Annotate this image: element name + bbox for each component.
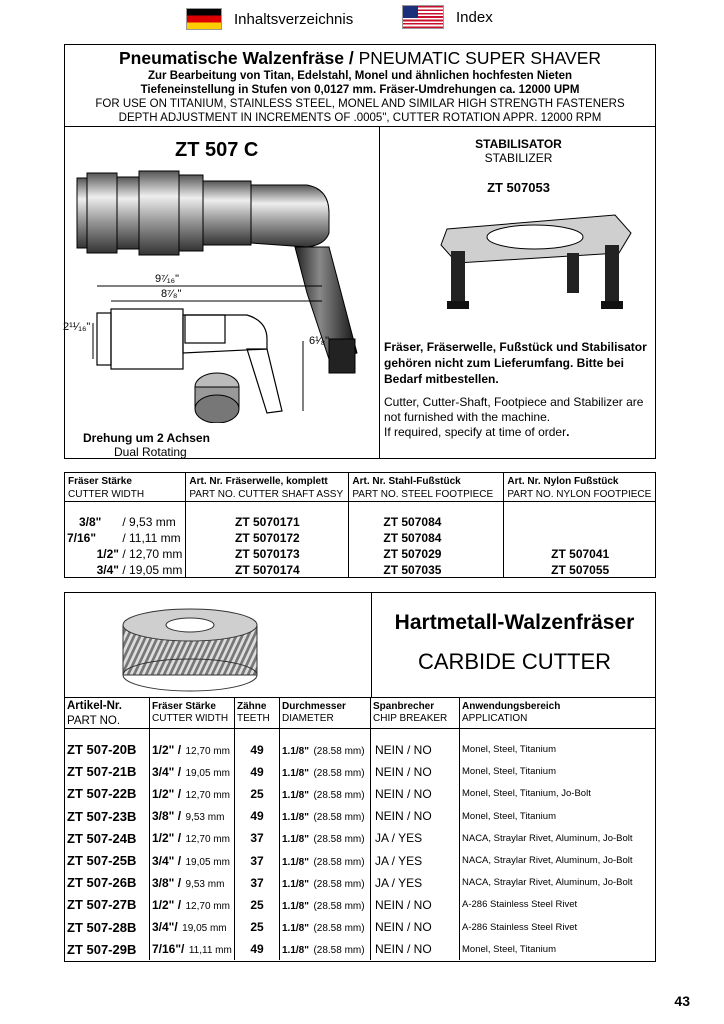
chip-breaker: NEIN / NO bbox=[371, 761, 460, 783]
header-application: Anwendungsbereich APPLICATION bbox=[460, 698, 657, 729]
carbide-cutter-illustration bbox=[115, 603, 265, 695]
table-row: 1/2" / 12,70 mm ZT 5070173 ZT 507029 ZT 507041 bbox=[65, 546, 656, 562]
header-shaft: Art. Nr. Fräserwelle, komplett PART NO. CUTTER SHAFT ASSY bbox=[186, 473, 349, 502]
toc-label: Inhaltsverzeichnis bbox=[234, 10, 354, 28]
stabilizer-part-number: ZT 507053 bbox=[487, 180, 550, 195]
stabilizer-title-en: STABILIZER bbox=[484, 151, 553, 165]
teeth: 49 bbox=[235, 761, 280, 783]
diameter: 1.1/8" (28.58 mm) bbox=[280, 916, 371, 938]
part-number: ZT 507-29B bbox=[67, 941, 137, 957]
title-de: Pneumatische Walzenfräse bbox=[118, 48, 344, 68]
cutter-width: 7/16"/ 11,11 mm bbox=[150, 938, 235, 960]
table-row: 3/4" / 19,05 mm ZT 5070174 ZT 507035 ZT 507055 bbox=[65, 562, 656, 578]
cutter-width: 3/8" / 9,53 mm bbox=[150, 805, 235, 827]
teeth: 49 bbox=[235, 739, 280, 761]
carbide-table-header bbox=[65, 698, 656, 729]
diameter: 1.1/8" (28.58 mm) bbox=[280, 827, 371, 849]
header-nylon: Art. Nr. Nylon Fußstück PART NO. NYLON FOOTPIECE bbox=[504, 473, 656, 502]
header-part-no: Artikel-Nr. PART NO. bbox=[67, 700, 122, 727]
title-sep: / bbox=[343, 48, 359, 68]
part-number: ZT 507-21B bbox=[67, 764, 137, 780]
diameter: 1.1/8" (28.58 mm) bbox=[280, 849, 371, 871]
chip-breaker: NEIN / NO bbox=[371, 739, 460, 761]
chip-breaker: NEIN / NO bbox=[371, 783, 460, 805]
table-row: 3/8" / 9,53 mm ZT 5070171 ZT 507084 bbox=[65, 514, 656, 530]
cutter-width: 3/4" / 19,05 mm bbox=[150, 761, 235, 783]
table-row bbox=[65, 805, 656, 827]
diameter: 1.1/8" (28.58 mm) bbox=[280, 872, 371, 894]
table-row bbox=[65, 849, 656, 871]
german-flag-icon bbox=[186, 8, 222, 30]
page-number: 43 bbox=[674, 993, 690, 1009]
diameter: 1.1/8" (28.58 mm) bbox=[280, 739, 371, 761]
table-row: 7/16" / 11,11 mm ZT 5070172 ZT 507084 bbox=[65, 530, 656, 546]
cutter-width: 3/8" / 9,53 mm bbox=[150, 872, 235, 894]
table-row bbox=[65, 783, 656, 805]
model-number: ZT 507 C bbox=[175, 139, 259, 161]
diameter: 1.1/8" (28.58 mm) bbox=[280, 938, 371, 960]
part-number: ZT 507-25B bbox=[67, 853, 137, 869]
part-number: ZT 507-20B bbox=[67, 742, 137, 758]
carbide-title-de: Hartmetall-Walzenfräser bbox=[394, 611, 635, 634]
header-teeth: Zähne TEETH bbox=[235, 698, 280, 729]
header-diameter: Durchmesser DIAMETER bbox=[280, 698, 371, 729]
rotation-de: Drehung um 2 Achsen bbox=[83, 431, 210, 445]
application: NACA, Straylar Rivet, Aluminum, Jo-Bolt bbox=[460, 827, 657, 849]
chip-breaker: NEIN / NO bbox=[371, 916, 460, 938]
application: A-286 Stainless Steel Rivet bbox=[460, 894, 657, 916]
dim-b-label: 8⁷⁄₈" bbox=[161, 288, 182, 300]
chip-breaker: NEIN / NO bbox=[371, 894, 460, 916]
part-number: ZT 507-28B bbox=[67, 919, 137, 935]
shaver-tool-illustration bbox=[67, 163, 377, 423]
part-number: ZT 507-24B bbox=[67, 830, 137, 846]
diameter: 1.1/8" (28.58 mm) bbox=[280, 805, 371, 827]
application: A-286 Stainless Steel Rivet bbox=[460, 916, 657, 938]
application: NACA, Straylar Rivet, Aluminum, Jo-Bolt bbox=[460, 872, 657, 894]
carbide-divider bbox=[371, 593, 372, 698]
chip-breaker: JA / YES bbox=[371, 827, 460, 849]
stabilizer-note-en-b: If required, specify at time of order bbox=[384, 425, 567, 439]
header-cutter-width: Fräser Stärke CUTTER WIDTH bbox=[68, 476, 145, 500]
teeth: 25 bbox=[235, 916, 280, 938]
diameter: 1.1/8" (28.58 mm) bbox=[280, 761, 371, 783]
desc-de-1: Zur Bearbeitung von Titan, Edelstahl, Monel und ähnlichen hochfesten Nieten bbox=[147, 70, 573, 82]
chip-breaker: NEIN / NO bbox=[371, 805, 460, 827]
part-number: ZT 507-27B bbox=[67, 897, 137, 913]
table-row bbox=[65, 872, 656, 894]
teeth: 37 bbox=[235, 872, 280, 894]
desc-en-2: DEPTH ADJUSTMENT IN INCREMENTS OF .0005", CUTTER ROTATION APPR. 12000 RPM bbox=[118, 112, 602, 124]
desc-en-1: FOR USE ON TITANIUM, STAINLESS STEEL, MONEL AND SIMILAR HIGH STRENGTH FASTENERS bbox=[95, 98, 625, 110]
carbide-table bbox=[65, 697, 656, 960]
part-number: ZT 507-26B bbox=[67, 875, 137, 891]
cutter-width: 1/2" / 12,70 mm bbox=[150, 783, 235, 805]
stabilizer-note-en-dot: . bbox=[566, 425, 570, 439]
title-en: PNEUMATIC SUPER SHAVER bbox=[358, 48, 602, 68]
product-divider bbox=[379, 127, 380, 458]
dim-d-label: 6¹⁄₈" bbox=[309, 335, 330, 347]
toc-link[interactable] bbox=[186, 6, 353, 32]
teeth: 49 bbox=[235, 938, 280, 960]
header-steel: Art. Nr. Stahl-Fußstück PART NO. STEEL FOOTPIECE bbox=[349, 473, 504, 502]
application: Monel, Steel, Titanium bbox=[460, 761, 657, 783]
desc-de-2: Tiefeneinstellung in Stufen von 0,0127 mm. Fräser-Umdrehungen ca. 12000 UPM bbox=[140, 84, 580, 96]
application: Monel, Steel, Titanium bbox=[460, 739, 657, 761]
shaft-table-header bbox=[65, 473, 656, 502]
carbide-title-en: CARBIDE CUTTER bbox=[417, 649, 612, 674]
cutter-width: 1/2" / 12,70 mm bbox=[150, 894, 235, 916]
part-number: ZT 507-22B bbox=[67, 786, 137, 802]
application: Monel, Steel, Titanium bbox=[460, 805, 657, 827]
cutter-width: 1/2" / 12,70 mm bbox=[150, 739, 235, 761]
table-row bbox=[65, 938, 656, 960]
stabilizer-title-de: STABILISATOR bbox=[475, 137, 562, 151]
table-row bbox=[65, 739, 656, 761]
index-link[interactable] bbox=[402, 4, 493, 30]
application: NACA, Straylar Rivet, Aluminum, Jo-Bolt bbox=[460, 849, 657, 871]
stabilizer-note-de: Fräser, Fräserwelle, Fußstück und Stabilisator gehören nicht zum Lieferumfang. Bitte bei Bedarf mitbestellen. bbox=[384, 340, 647, 386]
teeth: 37 bbox=[235, 827, 280, 849]
stabilizer-illustration bbox=[435, 205, 635, 315]
rotation-en: Dual Rotating bbox=[114, 445, 187, 459]
stabilizer-note-en bbox=[384, 395, 652, 440]
us-flag-icon bbox=[402, 5, 444, 29]
diameter: 1.1/8" (28.58 mm) bbox=[280, 894, 371, 916]
teeth: 49 bbox=[235, 805, 280, 827]
table-row bbox=[65, 894, 656, 916]
page-title bbox=[65, 48, 655, 69]
product-box bbox=[64, 126, 656, 459]
teeth: 25 bbox=[235, 894, 280, 916]
application: Monel, Steel, Titanium bbox=[460, 938, 657, 960]
chip-breaker: JA / YES bbox=[371, 849, 460, 871]
shaft-table bbox=[65, 473, 656, 578]
header-width: Fräser Stärke CUTTER WIDTH bbox=[150, 698, 235, 729]
header-box bbox=[64, 44, 656, 127]
part-number: ZT 507-23B bbox=[67, 808, 137, 824]
chip-breaker: JA / YES bbox=[371, 872, 460, 894]
stabilizer-note-en-a: Cutter, Cutter-Shaft, Footpiece and Stabilizer are not furnished with the machine. bbox=[384, 395, 644, 424]
diameter: 1.1/8" (28.58 mm) bbox=[280, 783, 371, 805]
cutter-width: 3/4" / 19,05 mm bbox=[150, 849, 235, 871]
chip-breaker: NEIN / NO bbox=[371, 938, 460, 960]
cutter-width: 3/4"/ 19,05 mm bbox=[150, 916, 235, 938]
application: Monel, Steel, Titanium, Jo-Bolt bbox=[460, 783, 657, 805]
table-row bbox=[65, 761, 656, 783]
table-row bbox=[65, 827, 656, 849]
cutter-width: 1/2" / 12,70 mm bbox=[150, 827, 235, 849]
teeth: 37 bbox=[235, 849, 280, 871]
teeth: 25 bbox=[235, 783, 280, 805]
table-row bbox=[65, 916, 656, 938]
header-chip-breaker: Spanbrecher CHIP BREAKER bbox=[371, 698, 460, 729]
dim-a-label: 9⁷⁄₁₆" bbox=[155, 273, 179, 285]
index-label: Index bbox=[456, 8, 493, 26]
dim-c-label: 2¹¹⁄₁₆" bbox=[63, 321, 91, 333]
